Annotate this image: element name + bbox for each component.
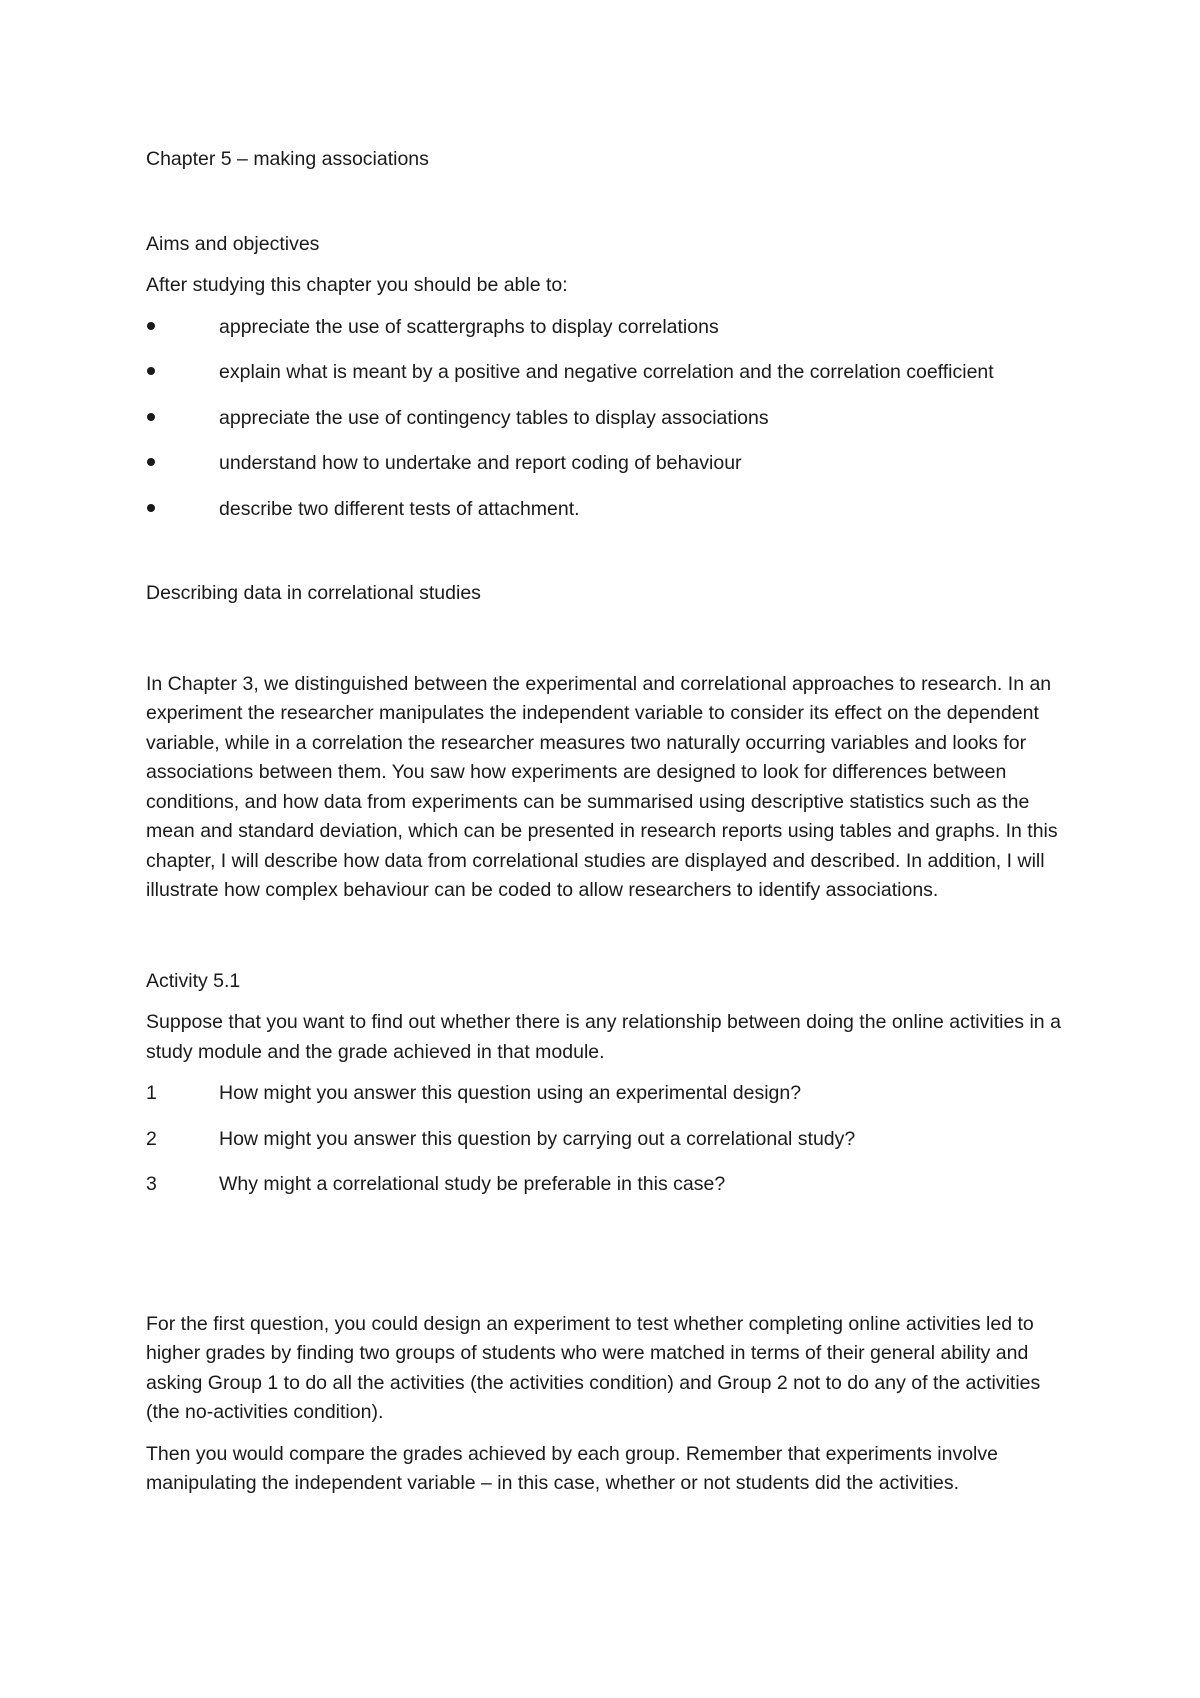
question-item: [146, 1125, 1076, 1155]
objectives-list: [146, 313, 1076, 525]
question-number: 1: [146, 1082, 157, 1104]
activity-heading: Activity 5.1: [146, 969, 241, 992]
objective-text: appreciate the use of contingency tables to display associations: [219, 406, 769, 429]
question-number: 2: [146, 1127, 157, 1150]
bullet-icon: [146, 313, 219, 343]
aims-intro: After studying this chapter you should be able to:: [146, 274, 568, 296]
objective-item: [146, 404, 1076, 434]
answer-paragraph: Then you would compare the grades achieved by each group. Remember that experiments involve manipulating the independent variable – in this case, whether or not students did the activities.: [146, 1442, 998, 1494]
question-text: How might you answer this question by carrying out a correlational study?: [219, 1127, 856, 1150]
bullet-icon: [146, 495, 219, 525]
objective-item: [146, 449, 1076, 479]
question-number: 3: [146, 1173, 157, 1195]
questions-list: [146, 1079, 1076, 1200]
aims-heading: Aims and objectives: [146, 232, 320, 255]
activity-intro: Suppose that you want to find out whether there is any relationship between doing the online activities in a study module and the grade achieved in that module.: [146, 1011, 1061, 1063]
objective-item: [146, 358, 1076, 388]
objective-text: appreciate the use of scattergraphs to display correlations: [219, 315, 719, 338]
question-item: [146, 1170, 1076, 1200]
objective-text: understand how to undertake and report coding of behaviour: [219, 452, 742, 474]
bullet-icon: [146, 358, 219, 388]
section-heading: Describing data in correlational studies: [146, 582, 481, 604]
document-body: [146, 145, 1076, 1499]
objective-text: explain what is meant by a positive and negative correlation and the correlation coefficient: [219, 361, 994, 383]
question-text: Why might a correlational study be preferable in this case?: [219, 1173, 726, 1195]
bullet-icon: [146, 404, 219, 434]
question-item: [146, 1079, 1076, 1109]
objective-item: [146, 313, 1076, 343]
section-paragraph: In Chapter 3, we distinguished between the experimental and correlational approaches to research. In an experiment the researcher manipulates the independent variable to consider its effect on the dependent variable, while in a correlation the researcher measures two naturally occurring variables and looks for associations between them. You saw how experiments are designed to look for differences between conditions, and how data from experiments can be summarised using descriptive statistics such as the mean and standard deviation, which can be presented in research reports using tables and graphs. In this chapter, I will describe how data from correlational studies are displayed and described. In addition, I will illustrate how complex behaviour can be coded to allow researchers to identify associations.: [146, 672, 1058, 901]
objective-text: describe two different tests of attachment.: [219, 497, 580, 520]
bullet-icon: [146, 449, 219, 479]
answer-paragraph: For the first question, you could design an experiment to test whether completing online activities led to higher grades by finding two groups of students who were matched in terms of their general ability and asking Group 1 to do all the activities (the activities condition) and Group 2 not to do any of the activities (the no-activities condition).: [146, 1312, 1041, 1423]
chapter-title: Chapter 5 – making associations: [146, 148, 429, 170]
objective-item: [146, 495, 1076, 525]
question-text: How might you answer this question using an experimental design?: [219, 1082, 802, 1104]
